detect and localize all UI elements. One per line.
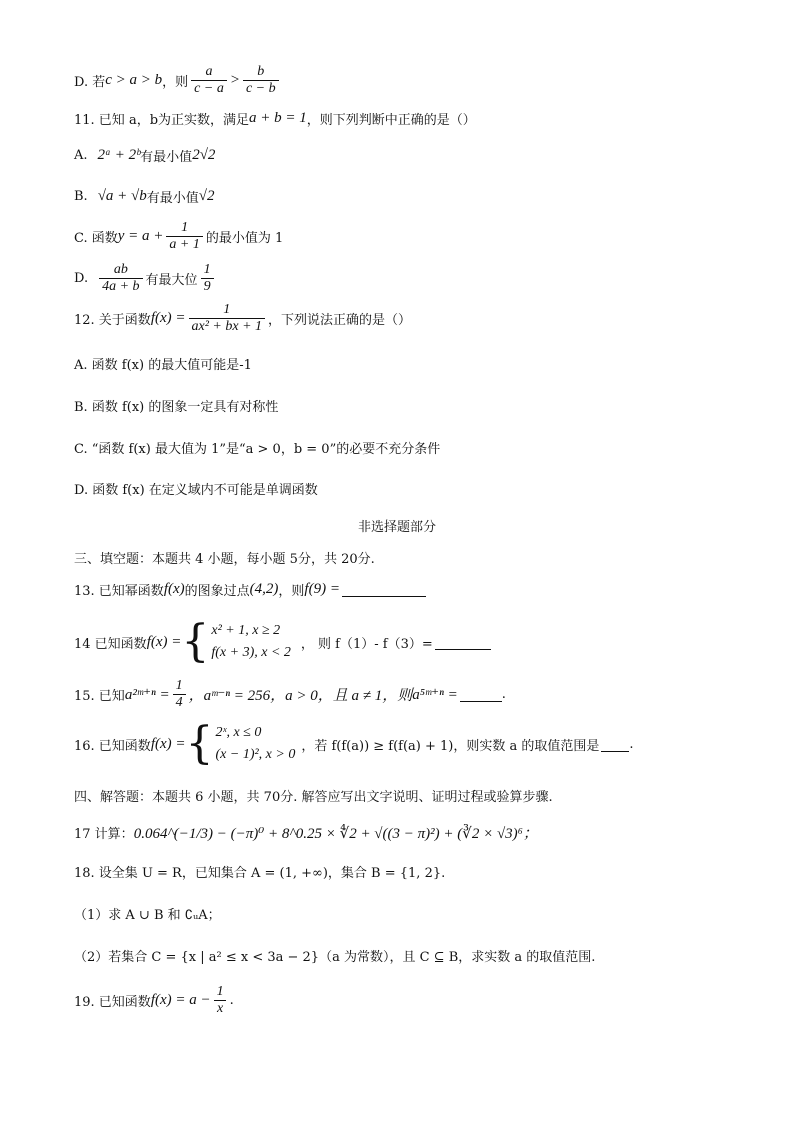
- q10-d-then: ，则: [162, 75, 189, 90]
- q11-option-a: A. 2ᵃ + 2ᵇ 有最小值 2√2: [74, 147, 216, 165]
- q12-stem: 12. 关于函数 f(x) = $\frac{1}{\text{ax² + bx + 1}}$ ，下列说法正确的是（）: [74, 302, 412, 334]
- q11-stem: 11. 已知 a，b为正实数，满足 a + b = 1 ，则下列判断中正确的是（）: [74, 110, 476, 128]
- q14: 14 已知函数 f(x) = { x² + 1, x ≥ 2 f(x + 3), x < 2 ， 则 f（1）- f（3）=: [74, 620, 491, 664]
- q10-d-label: D. 若: [74, 75, 106, 90]
- q19: 19. 已知函数 f(x) = a − $\frac{1}{x}$ .: [74, 984, 234, 1016]
- q11-option-b: B. √a + √b 有最小值 √2: [74, 188, 215, 206]
- part-4-heading: 四、解答题：本题共 6 小题，共 70分. 解答应写出文字说明、证明过程或验算步骤.: [74, 790, 553, 805]
- q12-option-d: D. 函数 f(x) 在定义域内不可能是单调函数: [74, 483, 318, 498]
- q18-part-1: （1）求 A ∪ B 和 ∁ᵤA；: [74, 908, 221, 923]
- q13: 13. 已知幂函数 f(x) 的图象过点 (4,2) ，则 f(9) =: [74, 580, 426, 599]
- q10-d-fraction-1: $\frac{a}{c - a}$: [191, 64, 227, 97]
- q10-d-gt: >: [229, 72, 240, 88]
- q14-brace: {: [181, 616, 210, 667]
- q15-answer-blank[interactable]: [460, 687, 502, 702]
- q14-answer-blank[interactable]: [435, 635, 491, 650]
- q16: 16. 已知函数 f(x) = { 2ˣ, x ≤ 0 (x − 1)², x > 0 ，若 f(f(a)) ≥ f(f(a) + 1)，则实数 a 的取值范围是 .: [74, 718, 634, 769]
- section-title: 非选择题部分: [357, 520, 436, 535]
- part-3-heading: 三、填空题：本题共 4 小题，每小题 5分，共 20分.: [74, 552, 375, 567]
- q10-d-fraction-2: $\frac{b}{c - b}$: [243, 64, 279, 97]
- q12-option-b: B. 函数 f(x) 的图象一定具有对称性: [74, 400, 279, 415]
- q17: 17 计算： 0.064^(−1/3) − (−π)⁰ + 8^0.25 × ∜2 + √((3 − π)²) + (∛2 × √3)⁶；: [74, 826, 538, 842]
- q12-option-a: A. 函数 f(x) 的最大值可能是-1: [74, 358, 252, 373]
- q10-option-d: [74, 64, 282, 97]
- q11-option-c: C. 函数 y = a + $\frac{1}{a + 1}$ 的最小值为 1: [74, 220, 284, 252]
- q16-brace: {: [185, 718, 214, 769]
- q16-answer-blank[interactable]: [601, 737, 629, 752]
- q15: 15. 已知 a²ᵐ⁺ⁿ = $\frac{1}{4}$ ，aᵐ⁻ⁿ = 256，a > 0，且 a ≠ 1，则 a⁵ᵐ⁺ⁿ = .: [74, 678, 506, 710]
- q12-option-c: C. “函数 f(x) 最大值为 1”是“a > 0，b = 0”的必要不充分条件: [74, 442, 441, 457]
- q18-stem: 18. 设全集 U = R，已知集合 A = (1, +∞)，集合 B = {1, 2}.: [74, 866, 446, 881]
- q13-answer-blank[interactable]: [342, 582, 426, 597]
- q10-d-condition: c > a > b: [105, 72, 163, 88]
- q18-part-2: （2）若集合 C = {x | a² ≤ x < 3a − 2}（a 为常数），且 C ⊆ B，求实数 a 的取值范围.: [74, 950, 596, 965]
- q11-option-d: D. $\frac{ab}{4a + b}$ 有最大位 $\frac{1}{9}$: [74, 262, 217, 295]
